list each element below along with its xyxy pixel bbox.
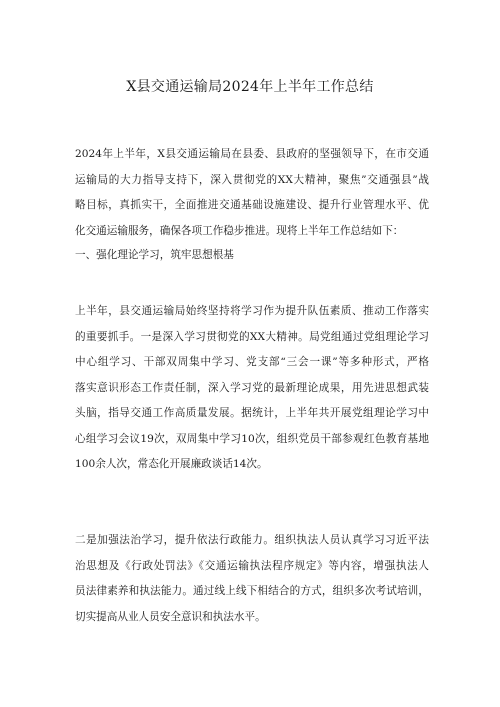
paragraph-line: 心组学习会议19次，双周集中学习10次，组织党员干部参观红色教育基地 [75, 432, 429, 445]
intro-line: 2024年上半年，X县交通运输局在县委、县政府的坚强领导下，在市交通 [75, 148, 429, 160]
paragraph-line: 治思想及《行政处罚法》《交通运输执法程序规定》等内容，增强执法人 [75, 559, 429, 572]
paragraph-line: 上半年，县交通运输局始终坚持将学习作为提升队伍素质、推动工作落实 [75, 305, 429, 317]
paragraph-line: 中心组学习、干部双周集中学习、党支部“三会一课”等多种形式，严格 [75, 356, 429, 368]
intro-line: 略目标，真抓实干，全面推进交通基础设施建设、提升行业管理水平、优 [75, 199, 429, 211]
intro-line: 运输局的大力指导支持下，深入贯彻党的XX大精神，聚焦”交通强县”战 [75, 173, 429, 186]
section-one-paragraph-2 [75, 528, 429, 630]
section-one-heading: 一、强化理论学习，筑牢思想根基 [75, 249, 234, 261]
paragraph-line: 二是加强法治学习，提升依法行政能力。组织执法人员认真学习习近平法 [75, 534, 429, 546]
paragraph-line: 员法律素养和执法能力。通过线上线下相结合的方式，组织多次考试培训， [75, 585, 429, 597]
paragraph-line: 的重要抓手。一是深入学习贯彻党的XX大精神。局党组通过党组理论学习 [75, 330, 429, 343]
document-title: X县交通运输局2024年上半年工作总结 [126, 79, 374, 95]
paragraph-line: 切实提高从业人员安全意识和执法水平。 [75, 610, 266, 623]
intro-paragraph [75, 142, 429, 244]
paragraph-line: 头脑，指导交通工作高质量发展。据统计，上半年共开展党组理论学习中 [75, 407, 429, 419]
paragraph-line: 落实意识形态工作责任制，深入学习党的最新理论成果，用先进思想武装 [75, 381, 429, 394]
paragraph-line: 100余人次，常态化开展廉政谈话14次。 [75, 458, 268, 470]
section-one-paragraph-1 [75, 299, 429, 478]
intro-line: 化交通运输服务，确保各项工作稳步推进。现将上半年工作总结如下： [75, 224, 404, 237]
